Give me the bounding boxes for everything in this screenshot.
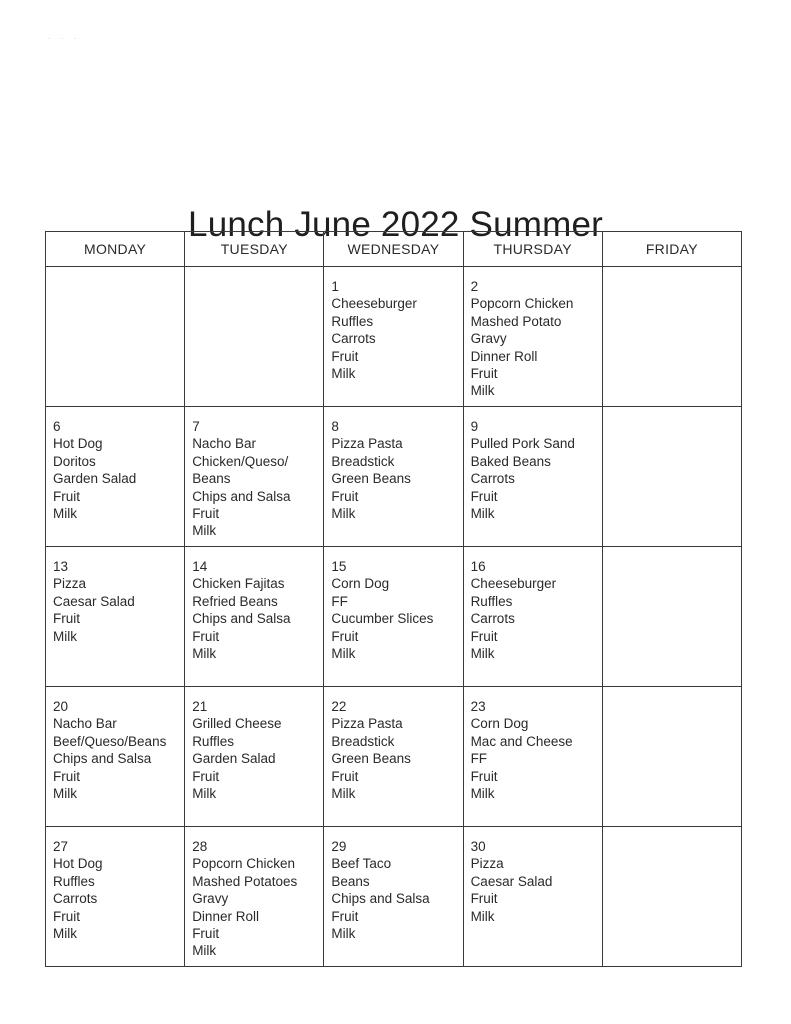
menu-item: Nacho Bar	[53, 716, 117, 732]
day-cell-wednesday	[324, 827, 463, 967]
day-cell-content	[464, 407, 602, 522]
day-cell-content	[46, 267, 184, 278]
day-number: 2	[470, 279, 479, 294]
menu-item: Fruit	[331, 768, 359, 784]
menu-item: Chips and Salsa	[53, 751, 152, 767]
menu-item: Milk	[192, 943, 217, 959]
menu-item: Popcorn Chicken	[192, 856, 295, 872]
menu-item: Fruit	[470, 488, 498, 504]
day-number: 6	[53, 419, 61, 434]
menu-item: Milk	[470, 383, 495, 399]
day-cell-content	[464, 687, 602, 802]
menu-item: Milk	[53, 926, 77, 942]
menu-item: Corn Dog	[470, 716, 529, 732]
menu-item: Refried Beans	[192, 593, 278, 609]
menu-item: Carrots	[53, 891, 98, 907]
menu-item: Hot Dog	[53, 856, 103, 872]
menu-item: Fruit	[53, 908, 80, 924]
day-number: 29	[331, 839, 347, 854]
menu-item: Milk	[53, 786, 77, 802]
day-cell-friday	[602, 267, 741, 407]
header-thursday: THURSDAY	[463, 232, 602, 267]
day-cell-content	[464, 827, 602, 925]
day-cell-content	[324, 547, 462, 662]
day-cell-thursday	[463, 687, 602, 827]
menu-item: Cheeseburger	[470, 576, 557, 592]
menu-item: Ruffles	[331, 313, 374, 329]
day-cell-content	[324, 407, 462, 522]
menu-item: Fruit	[470, 891, 498, 907]
menu-item: FF	[331, 593, 348, 609]
day-number: 7	[192, 419, 200, 434]
day-number: 14	[192, 559, 208, 574]
menu-item: Chips and Salsa	[192, 488, 291, 504]
menu-item: Ruffles	[470, 593, 513, 609]
day-number: 9	[470, 419, 479, 434]
menu-item: Pizza Pasta	[331, 436, 403, 452]
menu-item: Mac and Cheese	[470, 733, 573, 749]
menu-item: Popcorn Chicken	[470, 296, 574, 312]
day-cell-content	[324, 267, 462, 382]
menu-item: Milk	[192, 646, 217, 662]
menu-item: Fruit	[331, 908, 359, 924]
menu-item: Carrots	[470, 471, 515, 487]
day-cell-content	[603, 267, 741, 278]
menu-item: Pizza Pasta	[331, 716, 403, 732]
day-cell-content	[324, 687, 462, 802]
day-number: 8	[331, 419, 339, 434]
menu-item: Fruit	[53, 768, 80, 784]
menu-item: Cucumber Slices	[331, 611, 434, 627]
day-cell-content	[46, 547, 184, 645]
menu-item: Fruit	[192, 926, 220, 942]
menu-item: Cheeseburger	[331, 296, 417, 312]
day-cell-content	[185, 547, 323, 662]
day-cell-thursday	[463, 407, 602, 547]
menu-item: Carrots	[470, 611, 515, 627]
day-cell-friday	[602, 547, 741, 687]
menu-item: Milk	[470, 908, 495, 924]
menu-item: Beef/Queso/Beans	[53, 733, 167, 749]
day-number: 28	[192, 839, 208, 854]
day-number: 20	[53, 699, 69, 714]
menu-item: Breadstick	[331, 453, 395, 469]
day-cell-monday	[46, 687, 185, 827]
menu-item: Milk	[192, 523, 217, 539]
menu-item: Doritos	[53, 453, 96, 469]
day-number: 21	[192, 699, 208, 714]
week-row	[46, 267, 742, 407]
header-monday: MONDAY	[46, 232, 185, 267]
menu-item: Garden Salad	[53, 471, 137, 487]
day-cell-monday	[46, 407, 185, 547]
menu-item: Milk	[470, 646, 495, 662]
day-cell-content	[46, 687, 184, 802]
header-wednesday: WEDNESDAY	[324, 232, 463, 267]
menu-item: Ruffles	[53, 873, 95, 889]
day-number: 30	[470, 839, 486, 854]
day-cell-content	[185, 407, 323, 540]
menu-item: Milk	[192, 786, 217, 802]
day-cell-tuesday	[185, 827, 324, 967]
week-row	[46, 687, 742, 827]
menu-item: Gravy	[470, 331, 507, 347]
page-title: Lunch June 2022 Summer	[188, 205, 603, 245]
menu-item: Fruit	[470, 366, 498, 382]
day-cell-thursday	[463, 827, 602, 967]
menu-item: Dinner Roll	[192, 908, 259, 924]
menu-item: Milk	[331, 786, 356, 802]
day-cell-content	[185, 827, 323, 960]
lunch-calendar-table	[45, 231, 742, 967]
menu-item: Mashed Potatoes	[192, 873, 298, 889]
menu-item: Chicken/Queso/	[192, 453, 289, 469]
day-cell-wednesday	[324, 267, 463, 407]
menu-item: Gravy	[192, 891, 229, 907]
menu-item: Milk	[331, 646, 356, 662]
menu-item: Fruit	[53, 611, 80, 627]
menu-item: Milk	[53, 506, 77, 522]
menu-item: Fruit	[331, 348, 359, 364]
day-cell-content	[46, 827, 184, 942]
day-cell-content	[603, 687, 741, 698]
menu-item: Dinner Roll	[470, 348, 538, 364]
menu-item: Caesar Salad	[470, 873, 553, 889]
menu-item: FF	[470, 751, 488, 767]
menu-item: Fruit	[331, 628, 359, 644]
day-cell-wednesday	[324, 687, 463, 827]
day-cell-content	[603, 407, 741, 418]
day-number: 27	[53, 839, 69, 854]
weekday-header-row	[46, 232, 742, 267]
day-cell-monday	[46, 827, 185, 967]
menu-item: Garden Salad	[192, 751, 276, 767]
day-cell-content	[603, 827, 741, 838]
menu-item: Milk	[470, 786, 495, 802]
day-number: 22	[331, 699, 347, 714]
day-cell-tuesday	[185, 687, 324, 827]
day-cell-wednesday	[324, 547, 463, 687]
menu-item: Pizza	[470, 856, 504, 872]
menu-item: Milk	[53, 628, 77, 644]
day-cell-friday	[602, 407, 741, 547]
day-cell-content	[324, 827, 462, 942]
menu-item: Pulled Pork Sand	[470, 436, 575, 452]
day-number: 1	[331, 279, 339, 294]
day-cell-content	[603, 547, 741, 558]
menu-item: Caesar Salad	[53, 593, 135, 609]
menu-item: Breadstick	[331, 733, 395, 749]
menu-item: Carrots	[331, 331, 376, 347]
menu-item: Beans	[331, 873, 370, 889]
day-number: 23	[470, 699, 486, 714]
week-row	[46, 827, 742, 967]
day-cell-content	[464, 547, 602, 662]
day-cell-thursday	[463, 547, 602, 687]
menu-item: Corn Dog	[331, 576, 390, 592]
day-cell-tuesday	[185, 407, 324, 547]
menu-item: Milk	[470, 506, 495, 522]
menu-item: Nacho Bar	[192, 436, 256, 452]
menu-item: Grilled Cheese	[192, 716, 282, 732]
menu-item: Fruit	[331, 488, 359, 504]
day-number: 13	[53, 559, 69, 574]
scan-artifact: · · ·	[48, 34, 81, 43]
menu-item: Baked Beans	[470, 453, 551, 469]
day-cell-monday	[46, 267, 185, 407]
day-cell-content	[185, 687, 323, 802]
day-cell-tuesday	[185, 267, 324, 407]
calendar-body	[46, 267, 742, 967]
menu-item: Milk	[331, 926, 356, 942]
menu-item: Chips and Salsa	[331, 891, 430, 907]
week-row	[46, 407, 742, 547]
day-cell-tuesday	[185, 547, 324, 687]
menu-item: Fruit	[470, 628, 498, 644]
day-cell-content	[185, 267, 323, 278]
day-cell-content	[464, 267, 602, 400]
day-cell-thursday	[463, 267, 602, 407]
menu-item: Fruit	[192, 628, 220, 644]
menu-item: Green Beans	[331, 751, 411, 767]
day-number: 15	[331, 559, 347, 574]
menu-item: Milk	[331, 366, 356, 382]
menu-item: Fruit	[470, 768, 498, 784]
day-number: 16	[470, 559, 486, 574]
menu-item: Pizza	[53, 576, 87, 592]
menu-item: Fruit	[192, 768, 220, 784]
week-row	[46, 547, 742, 687]
menu-item: Beans	[192, 471, 231, 487]
day-cell-friday	[602, 687, 741, 827]
menu-item: Mashed Potato	[470, 313, 562, 329]
menu-item: Chips and Salsa	[192, 611, 291, 627]
day-cell-monday	[46, 547, 185, 687]
header-friday: FRIDAY	[602, 232, 741, 267]
menu-item: Green Beans	[331, 471, 411, 487]
menu-item: Fruit	[192, 506, 220, 522]
day-cell-friday	[602, 827, 741, 967]
menu-item: Beef Taco	[331, 856, 392, 872]
menu-item: Hot Dog	[53, 436, 103, 452]
menu-item: Chicken Fajitas	[192, 576, 285, 592]
header-tuesday: TUESDAY	[185, 232, 324, 267]
day-cell-wednesday	[324, 407, 463, 547]
day-cell-content	[46, 407, 184, 522]
menu-item: Fruit	[53, 488, 80, 504]
menu-item: Ruffles	[192, 733, 234, 749]
menu-item: Milk	[331, 506, 356, 522]
